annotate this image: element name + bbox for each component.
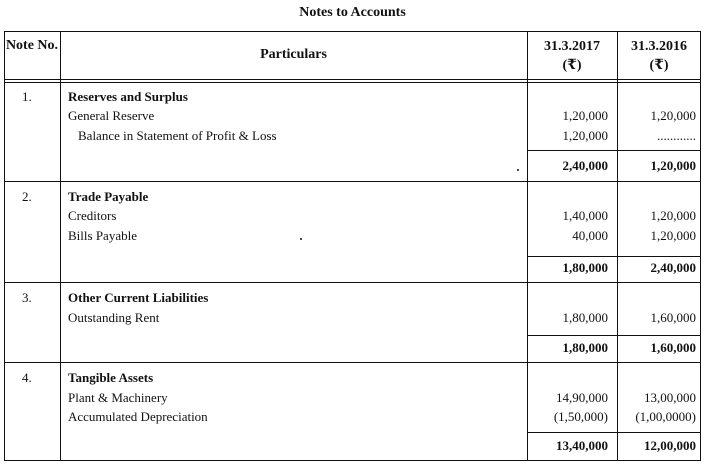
value-2016: 1,20,000 [650,108,696,123]
total-2016: 1,20,000 [650,158,696,173]
row-label: Plant & Machinery [68,390,168,405]
total-rule [527,335,701,336]
value-2017: 40,000 [572,228,608,243]
scan-speck [300,238,302,240]
note-divider [4,362,701,363]
note-heading: Trade Payable [68,189,149,204]
row-label: Creditors [68,208,117,223]
total-2016: 1,60,000 [650,340,696,355]
total-rule [527,432,701,433]
header-2017-unit: (₹) [562,58,582,73]
total-2017: 13,40,000 [556,438,608,453]
note-heading: Other Current Liabilities [68,290,209,305]
page-title: Notes to Accounts [299,5,406,20]
value-2016: 13,00,000 [644,390,696,405]
header-divider [4,82,701,83]
header-note-no: Note No. [5,38,59,53]
row-label: Outstanding Rent [68,310,160,325]
total-rule [527,256,701,257]
value-2016: 1,20,000 [650,208,696,223]
note-number: 4. [22,370,32,385]
value-2017: 1,40,000 [562,208,608,223]
note-number: 2. [22,189,32,204]
value-2017: 14,90,000 [556,390,608,405]
value-2016: (1,00,0000) [635,409,696,424]
total-2017: 1,80,000 [562,260,608,275]
row-label: Accumulated Depreciation [68,409,208,424]
total-2017: 1,80,000 [562,340,608,355]
column-divider [60,31,61,461]
row-label: Bills Payable [68,228,137,243]
header-2017-date: 31.3.2017 [544,39,600,54]
value-2017: 1,80,000 [562,310,608,325]
note-heading: Tangible Assets [68,370,154,385]
scan-speck [517,169,519,171]
total-2017: 2,40,000 [562,158,608,173]
note-number: 1. [22,89,32,104]
value-2016: 1,20,000 [650,228,696,243]
value-2016: ............ [657,128,696,143]
header-2016-date: 31.3.2016 [631,39,687,54]
value-2017: (1,50,000) [553,409,608,424]
total-rule [527,150,701,151]
header-divider [4,79,701,80]
header-2016-unit: (₹) [649,58,669,73]
value-2016: 1,60,000 [650,310,696,325]
header-particulars: Particulars [260,47,327,62]
note-divider [4,282,701,283]
note-heading: Reserves and Surplus [68,89,188,104]
total-2016: 2,40,000 [650,260,696,275]
row-label: Balance in Statement of Profit & Loss [78,128,277,143]
note-number: 3. [22,290,32,305]
value-2017: 1,20,000 [562,108,608,123]
total-2016: 12,00,000 [644,438,696,453]
row-label: General Reserve [68,108,155,123]
value-2017: 1,20,000 [562,128,608,143]
note-divider [4,181,701,182]
